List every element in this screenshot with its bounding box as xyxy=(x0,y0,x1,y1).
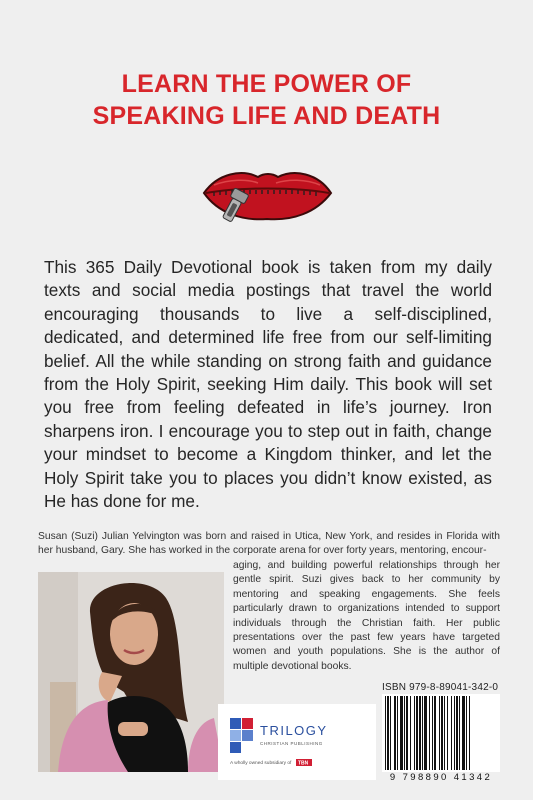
author-bio-continued: aging, and building powerful relationships through her gentle spirit. Suzi gives back to her community by mentoring and speaking engagements. She feels particularly drawn to organizations intended to support individuals through the Christian faith. Her public presentations over the past few years have targeted women and youth populations. She is the author of multiple devotional books. xyxy=(233,560,500,672)
barcode-digits: 9 798890 41342 xyxy=(389,772,493,783)
cover-blurb: This 365 Daily Devotional book is taken from my daily texts and social media postings that travel the world encouraging thousands to live a self-disciplined, dedicated, and determined life free from our self-limiting belief. All the while standing on strong faith and guidance from the Holy Spirit, seeking Him daily. This book will set you free from feeling defeated in life’s journey. Iron sharpens iron. I encourage you to step out in faith, change your mindset to become a Kingdom thinker, and let the Holy Spirit take you to places you didn’t know existed, as He has done for me. xyxy=(44,257,492,512)
publisher-subsidiary-note: A wholly owned subsidiary of xyxy=(230,761,292,766)
publisher-tagline: CHRISTIAN PUBLISHING xyxy=(260,741,323,746)
author-bio-intro: Susan (Suzi) Julian Yelvington was born and raised in Utica, New York, and resides in Florida with her husband, Gary. She has worked in the corporate arena for over forty years, mentoring, encour- xyxy=(38,531,500,557)
zipper-lips-icon xyxy=(200,165,335,223)
publisher-name: TRILOGY xyxy=(260,723,328,738)
barcode xyxy=(382,694,500,772)
tbn-mark: TBN xyxy=(298,760,309,767)
headline-line-2: SPEAKING LIFE AND DEATH xyxy=(92,102,441,130)
cover-headline xyxy=(20,68,513,132)
isbn-label: ISBN 979-8-89041-342-0 xyxy=(382,682,499,693)
headline-line-1: LEARN THE POWER OF xyxy=(121,70,412,98)
trilogy-publisher-logo xyxy=(218,704,376,780)
author-photo xyxy=(38,572,224,772)
